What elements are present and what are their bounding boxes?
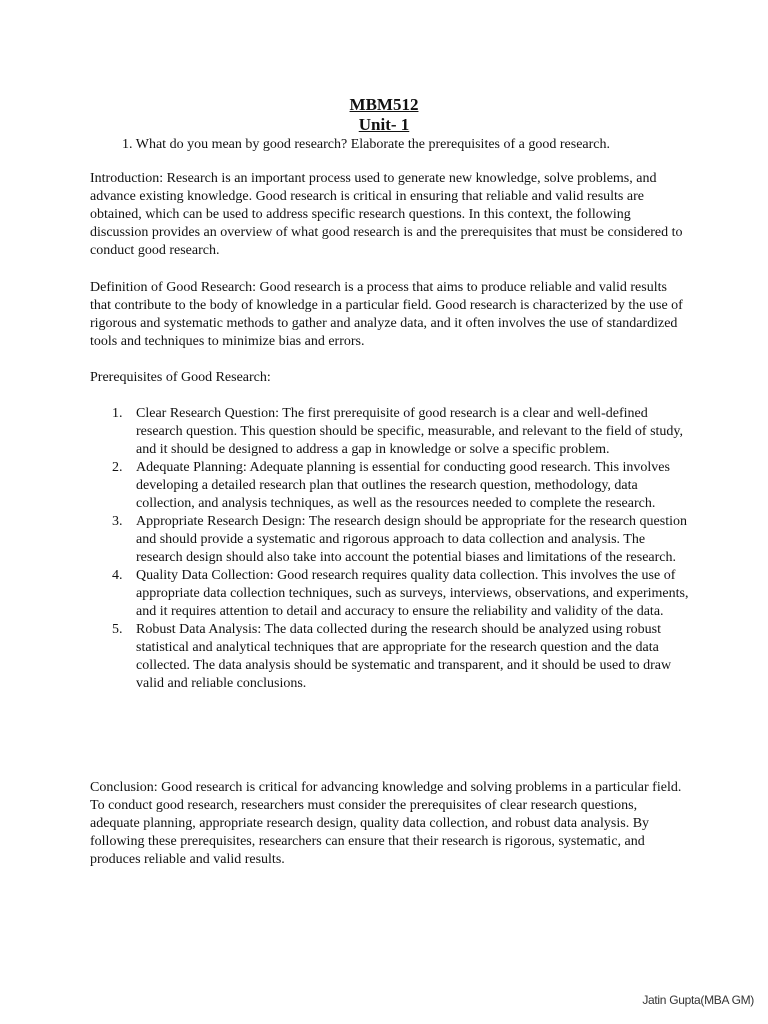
- list-item-text: Adequate Planning: Adequate planning is essential for conducting good research. This involves developing a detailed research plan that outlines the research question, methodology, data collection, and analysis techniques, as well as the resources needed to complete the research.: [136, 460, 670, 511]
- definition-paragraph: Definition of Good Research: Good research is a process that aims to produce reliable and valid results that contribute to the body of knowledge in a particular field. Good research is characterized by the use of rigorous and systematic methods to gather and analyze data, and it often involves the use of standardized tools and techniques to minimize bias and errors.: [90, 280, 683, 349]
- list-item-number: 1.: [112, 406, 123, 421]
- conclusion-paragraph: Conclusion: Good research is critical for advancing knowledge and solving problems in a particular field. To conduct good research, researchers must consider the prerequisites of clear research questions, adequate planning, appropriate research design, quality data collection, and robust data analysis. By following these prerequisites, researchers can ensure that their research is rigorous, systematic, and produces reliable and valid results.: [90, 780, 682, 867]
- prerequisites-list: [90, 405, 690, 693]
- list-item-number: 3.: [112, 514, 123, 529]
- list-item: [90, 567, 690, 621]
- list-item: [90, 513, 690, 567]
- list-item-number: 2.: [112, 460, 123, 475]
- list-item-number: 5.: [112, 622, 123, 637]
- list-item: [90, 459, 690, 513]
- prerequisites-heading: Prerequisites of Good Research:: [90, 370, 271, 385]
- list-item-text: Robust Data Analysis: The data collected during the research should be analyzed using robust statistical and analytical techniques that are appropriate for the research question and the data collected. The data analysis should be systematic and transparent, and it should be used to draw valid and reliable conclusions.: [136, 622, 672, 691]
- list-item: [90, 405, 690, 459]
- list-item: [90, 621, 690, 693]
- unit-heading: Unit- 1: [358, 115, 410, 134]
- introduction-paragraph: Introduction: Research is an important process used to generate new knowledge, solve problems, and advance existing knowledge. Good research is critical in ensuring that reliable and valid results are obtained, which can be used to address specific research questions. In this context, the following discussion provides an overview of what good research is and the prerequisites that must be considered to conduct good research.: [90, 171, 683, 258]
- question-text: 1. What do you mean by good research? Elaborate the prerequisites of a good research.: [122, 137, 610, 152]
- footer-author: Jatin Gupta(MBA GM): [642, 993, 754, 1007]
- list-item-number: 4.: [112, 568, 123, 583]
- list-item-text: Clear Research Question: The first prerequisite of good research is a clear and well-defined research question. This question should be specific, measurable, and relevant to the field of study, and it should be designed to address a gap in knowledge or solve a specific problem.: [136, 406, 684, 457]
- list-item-text: Appropriate Research Design: The research design should be appropriate for the research question and should provide a systematic and rigorous approach to data collection and analysis. The research design should also take into account the potential biases and limitations of the research.: [136, 514, 687, 565]
- course-code-heading: MBM512: [349, 95, 419, 114]
- list-item-text: Quality Data Collection: Good research requires quality data collection. This involves the use of appropriate data collection techniques, such as surveys, interviews, observations, and experiments, and it requires attention to detail and accuracy to ensure the reliability and validity of the data.: [136, 568, 689, 619]
